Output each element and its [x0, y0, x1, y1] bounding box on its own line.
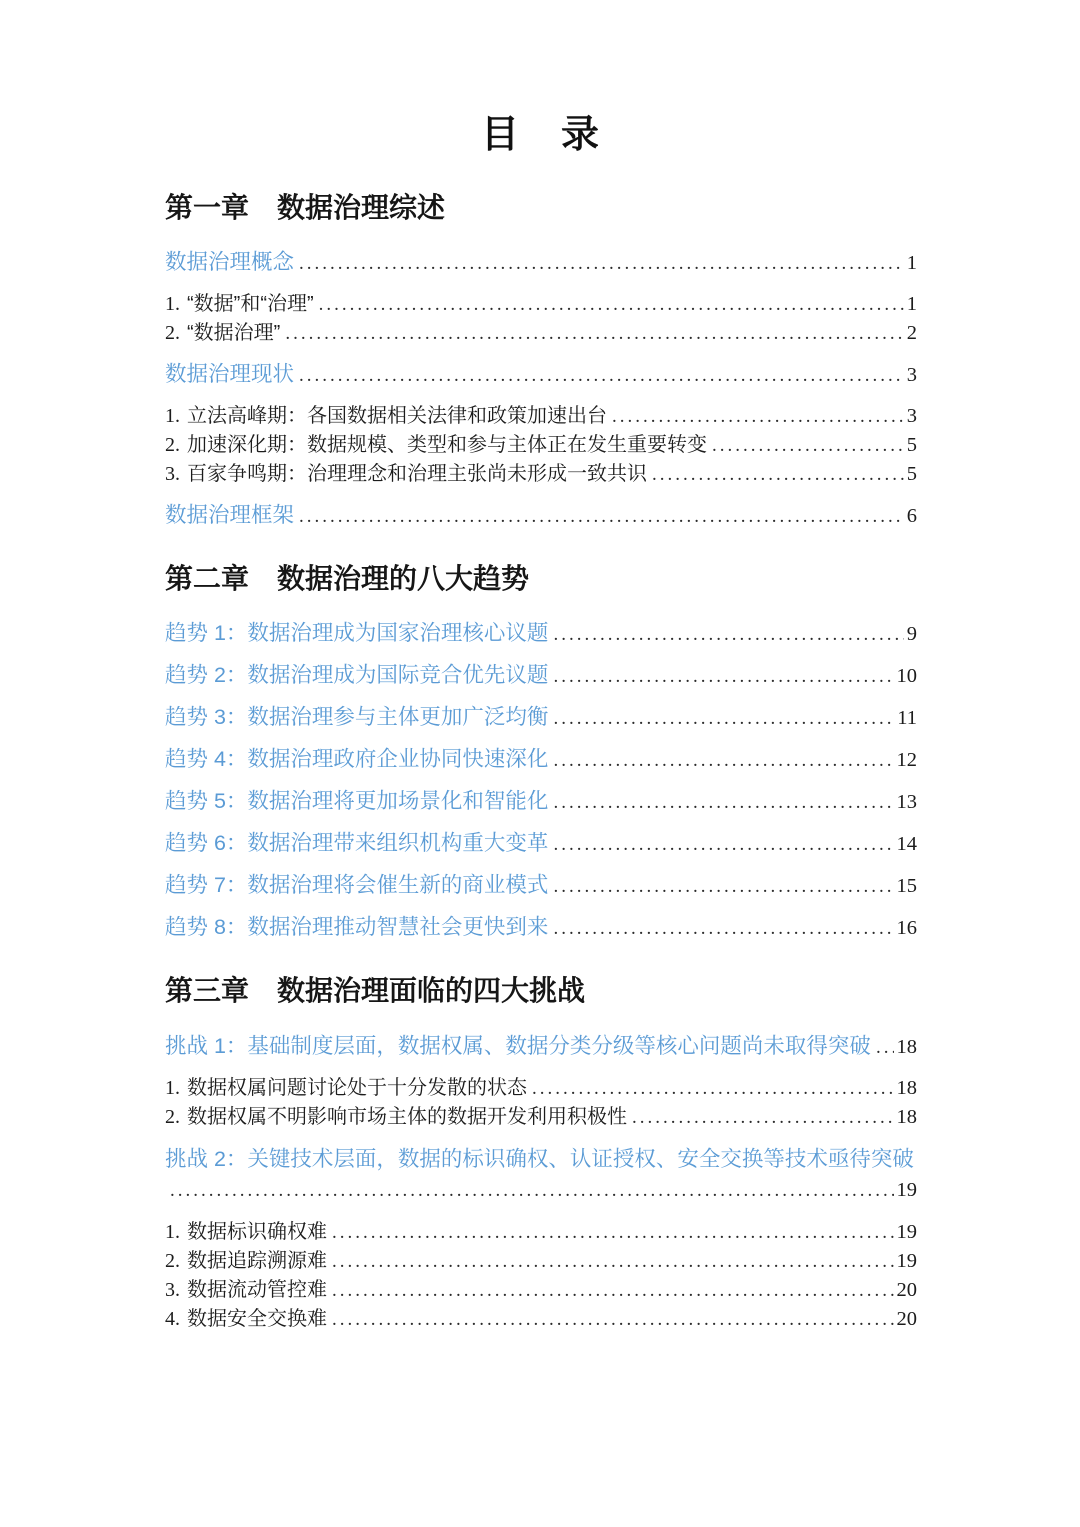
dot-leader [332, 1219, 894, 1247]
page-number: 16 [896, 917, 917, 940]
toc-chapter-heading: 第三章 数据治理面临的四大挑战 [165, 975, 586, 1007]
toc-entry-text: 数据治理框架 [165, 502, 295, 527]
toc-section-entry[interactable] [165, 619, 917, 649]
dot-leader [632, 1104, 894, 1132]
dot-leader [553, 914, 893, 943]
toc-section-entry[interactable] [165, 787, 917, 817]
toc-item-number: 4. [165, 1307, 180, 1330]
dot-leader [170, 1175, 894, 1206]
dot-leader [532, 1075, 894, 1103]
toc-entry-text: 百家争鸣期：治理理念和治理主张尚未形成一致共识 [187, 462, 647, 485]
page-number: 20 [896, 1278, 917, 1301]
page-number: 18 [896, 1035, 917, 1058]
toc-section-entry[interactable] [165, 501, 917, 531]
dot-leader [299, 249, 904, 278]
page-number: 1 [906, 251, 917, 274]
toc-section-entry[interactable] [165, 871, 917, 901]
toc-entry-text: 数据标识确权难 [187, 1220, 327, 1243]
toc-item-number: 1. [165, 1076, 180, 1099]
toc-item-number: 2. [165, 433, 180, 456]
toc-item-entry[interactable] [165, 431, 917, 460]
dot-leader [332, 1306, 894, 1334]
toc-item-entry[interactable] [165, 290, 917, 319]
dot-leader [712, 432, 904, 460]
dot-leader [299, 361, 904, 390]
toc-entry-text: 趋势 6：数据治理带来组织机构重大变革 [165, 831, 549, 856]
toc-entry-text: 数据权属问题讨论处于十分发散的状态 [187, 1076, 527, 1099]
toc-entry-text: 趋势 8：数据治理推动智慧社会更快到来 [165, 915, 549, 940]
page-number: 12 [896, 749, 917, 772]
toc-item-entry[interactable] [165, 1074, 917, 1103]
dot-leader [319, 291, 904, 319]
toc-entry-text: 挑战 1：基础制度层面，数据权属、数据分类分级等核心问题尚未取得突破 [165, 1033, 871, 1058]
page-number: 1 [906, 292, 917, 315]
page-number: 6 [906, 504, 917, 527]
toc-entry-text: 数据流动管控难 [187, 1278, 327, 1301]
toc-item-entry[interactable] [165, 1218, 917, 1247]
toc-entry-text: “数据”和“治理” [187, 292, 314, 315]
page-number: 5 [906, 433, 917, 456]
toc-entry-text: 趋势 7：数据治理将会催生新的商业模式 [165, 873, 549, 898]
dot-leader [285, 320, 903, 348]
dot-leader [553, 746, 893, 775]
toc-section-entry[interactable] [165, 703, 917, 733]
toc-item-number: 3. [165, 462, 180, 485]
dot-leader [553, 704, 894, 733]
toc-section-entry[interactable] [165, 829, 917, 859]
toc-entry-text: 数据治理概念 [165, 249, 295, 274]
dot-leader [553, 788, 893, 817]
toc-entry-text: 挑战 2：关键技术层面，数据的标识确权、认证授权、安全交换等技术亟待突破 [165, 1146, 914, 1171]
dot-leader [652, 461, 904, 489]
toc-section-entry[interactable] [165, 1144, 917, 1206]
page-number: 13 [896, 791, 917, 814]
toc-item-entry[interactable] [165, 1276, 917, 1305]
page-number: 19 [896, 1220, 917, 1243]
page-number: 10 [896, 665, 917, 688]
dot-leader [553, 872, 893, 901]
toc-entry-text: 趋势 2：数据治理成为国际竞合优先议题 [165, 663, 549, 688]
toc-item-entry[interactable] [165, 1247, 917, 1276]
toc-section-entry[interactable] [165, 913, 917, 943]
page-number: 19 [896, 1249, 917, 1272]
toc-entry-text: 数据安全交换难 [187, 1307, 327, 1330]
toc-item-number: 1. [165, 1220, 180, 1243]
toc-item-entry[interactable] [165, 1103, 917, 1132]
toc-section-entry[interactable] [165, 1032, 917, 1062]
page-number: 15 [896, 875, 917, 898]
toc-chapter-heading: 第二章 数据治理的八大趋势 [165, 562, 530, 594]
page-number: 9 [906, 623, 917, 646]
toc-entry-text: 趋势 5：数据治理将更加场景化和智能化 [165, 789, 549, 814]
page-title: 目 录 [480, 114, 601, 156]
toc-item-entry[interactable] [165, 1305, 917, 1334]
toc-item-number: 1. [165, 404, 180, 427]
toc-item-entry[interactable] [165, 460, 917, 489]
dot-leader [299, 502, 904, 531]
page-number: 11 [897, 707, 917, 730]
toc-entry-text: 趋势 3：数据治理参与主体更加广泛均衡 [165, 705, 549, 730]
toc-entry-text: 趋势 1：数据治理成为国家治理核心议题 [165, 621, 549, 646]
toc-entry-text: 数据治理现状 [165, 361, 295, 386]
page-number: 20 [896, 1307, 917, 1330]
toc-section-entry[interactable] [165, 745, 917, 775]
toc-entry-text: 立法高峰期：各国数据相关法律和政策加速出台 [187, 404, 607, 427]
dot-leader [332, 1277, 894, 1305]
toc-item-number: 2. [165, 1249, 180, 1272]
page-number: 14 [896, 833, 917, 856]
toc-entry-text: “数据治理” [187, 321, 281, 344]
toc-entry-line-1 [165, 1144, 917, 1175]
toc-item-number: 2. [165, 321, 180, 344]
toc-chapter-heading: 第一章 数据治理综述 [165, 191, 446, 223]
page-number: 3 [906, 363, 917, 386]
toc-section-entry[interactable] [165, 360, 917, 390]
toc-item-entry[interactable] [165, 402, 917, 431]
toc-entry-text: 趋势 4：数据治理政府企业协同快速深化 [165, 747, 549, 772]
toc-entry-text: 数据追踪溯源难 [187, 1249, 327, 1272]
dot-leader [553, 662, 893, 691]
page-number: 18 [896, 1105, 917, 1128]
toc-section-entry[interactable] [165, 248, 917, 278]
toc-entry-text: 加速深化期：数据规模、类型和参与主体正在发生重要转变 [187, 433, 707, 456]
dot-leader [332, 1248, 894, 1276]
page-number: 2 [906, 321, 917, 344]
toc-entry-line-2 [165, 1175, 917, 1206]
page-number: 19 [896, 1178, 917, 1201]
toc-item-number: 3. [165, 1278, 180, 1301]
page-number: 18 [896, 1076, 917, 1099]
dot-leader [553, 620, 903, 649]
toc-section-entry[interactable] [165, 661, 917, 691]
dot-leader [612, 403, 904, 431]
page-number: 5 [906, 462, 917, 485]
page-number: 3 [906, 404, 917, 427]
dot-leader [553, 830, 893, 859]
toc-item-number: 1. [165, 292, 180, 315]
toc-entry-text: 数据权属不明影响市场主体的数据开发利用积极性 [187, 1105, 627, 1128]
toc-item-number: 2. [165, 1105, 180, 1128]
dot-leader [876, 1033, 894, 1062]
toc-item-entry[interactable] [165, 319, 917, 348]
toc-list [165, 190, 917, 1334]
